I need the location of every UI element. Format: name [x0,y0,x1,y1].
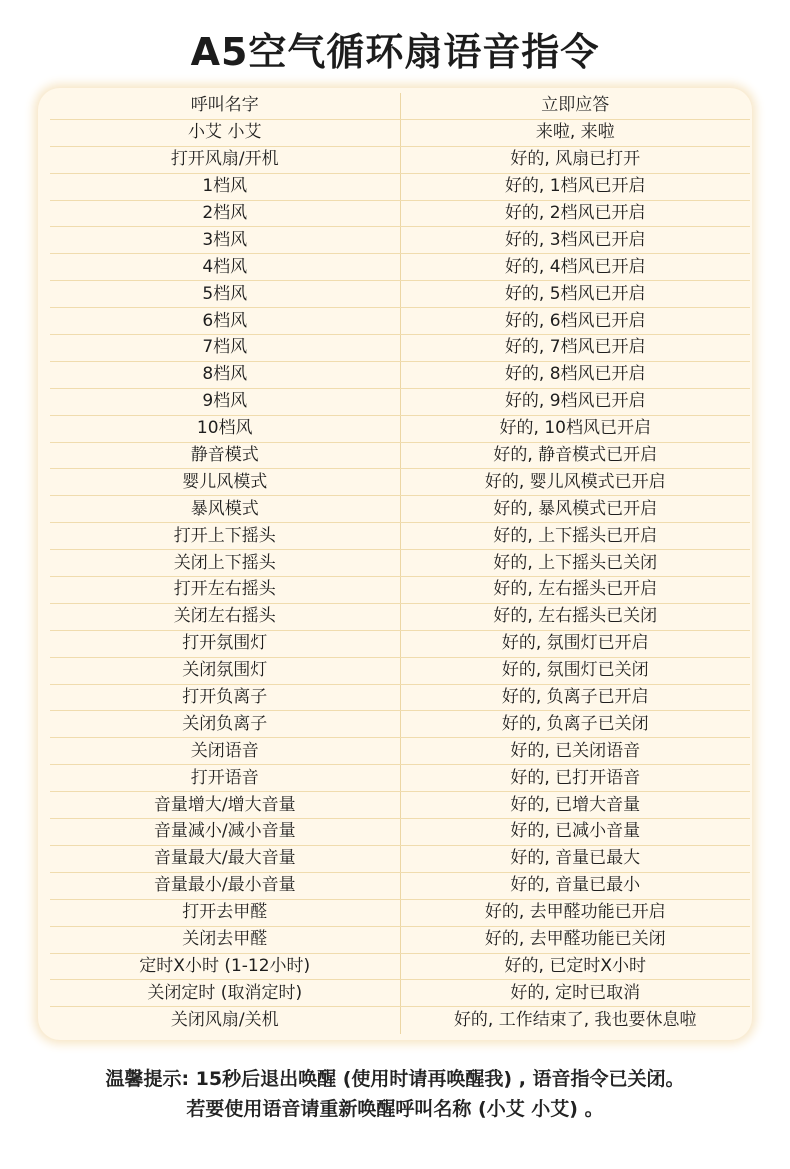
command-name-cell: 打开负离子 [50,685,401,711]
command-name-cell: 7档风 [50,335,401,361]
table-row [50,765,750,792]
command-reply-cell: 好的, 左右摇头已关闭 [493,606,658,627]
command-reply-cell: 好的, 婴儿风模式已开启 [484,471,666,492]
table-row [50,281,750,308]
table-row [50,469,750,496]
command-name-cell: 打开语音 [50,765,401,791]
command-name-cell: 打开上下摇头 [50,523,401,549]
command-name-cell: 5档风 [50,281,401,307]
command-reply-cell: 来啦, 来啦 [535,122,615,143]
table-row [50,416,750,443]
table-row [50,1007,750,1034]
command-name-cell: 小艾 小艾 [50,120,401,146]
table-row [50,443,750,470]
command-name-cell: 9档风 [50,389,401,415]
command-name-cell: 定时X小时 (1-12小时) [50,954,401,980]
command-name-cell: 打开去甲醛 [50,900,401,926]
table-row [50,335,750,362]
table-row [50,685,750,712]
command-name-cell: 10档风 [50,416,401,442]
command-reply-cell: 好的, 3档风已开启 [504,229,646,250]
command-reply-cell: 好的, 已增大音量 [510,794,641,815]
command-reply-cell: 好的, 4档风已开启 [504,256,646,277]
command-reply-cell: 好的, 上下摇头已开启 [493,525,658,546]
command-reply-cell: 好的, 音量已最小 [510,875,641,896]
table-row [50,523,750,550]
command-name-cell: 6档风 [50,308,401,334]
command-reply-cell: 好的, 7档风已开启 [504,337,646,358]
command-name-cell: 关闭上下摇头 [50,550,401,576]
command-reply-cell: 好的, 5档风已开启 [504,283,646,304]
table-row [50,711,750,738]
command-name-cell: 关闭左右摇头 [50,604,401,630]
table-row [50,120,750,147]
table-header-row [50,93,750,120]
command-reply-cell: 好的, 8档风已开启 [504,364,646,385]
command-name-cell: 音量增大/增大音量 [50,792,401,818]
command-reply-cell: 好的, 2档风已开启 [504,203,646,223]
command-name-cell: 8档风 [50,362,401,388]
command-reply-cell: 好的, 负离子已关闭 [501,713,649,734]
table-row [50,980,750,1007]
table-row [50,873,750,900]
command-reply-cell: 好的, 氛围灯已开启 [501,633,649,654]
command-reply-cell: 好的, 已定时X小时 [504,955,646,976]
page-title: A5空气循环扇语音指令 [190,30,600,74]
table-row [50,362,750,389]
table-row [50,550,750,577]
table-row [50,846,750,873]
command-name-cell: 3档风 [50,227,401,253]
table-row [50,819,750,846]
table-row [50,254,750,281]
table-row [50,227,750,254]
command-reply-cell: 好的, 负离子已开启 [501,687,649,708]
command-name-cell: 暴风模式 [50,496,401,522]
header-call-name: 呼叫名字 [50,93,401,119]
command-name-cell: 1档风 [50,174,401,200]
command-reply-cell: 好的, 静音模式已开启 [493,445,658,466]
command-name-cell: 打开风扇/开机 [50,147,401,173]
command-name-cell: 音量最小/最小音量 [50,873,401,899]
command-reply-cell: 好的, 定时已取消 [510,982,641,1003]
command-reply-cell: 好的, 工作结束了, 我也要休息啦 [453,1010,697,1031]
command-reply-cell: 好的, 10档风已开启 [499,418,651,439]
command-reply-cell: 好的, 上下摇头已关闭 [493,552,658,573]
command-name-cell: 关闭定时 (取消定时) [50,980,401,1006]
header-instant-reply: 立即应答 [541,95,610,116]
table-row [50,604,750,631]
command-reply-cell: 好的, 9档风已开启 [504,391,646,412]
command-name-cell: 2档风 [50,201,401,227]
command-reply-cell: 好的, 风扇已打开 [510,149,641,170]
command-reply-cell: 好的, 左右摇头已开启 [493,579,658,600]
command-reply-cell: 好的, 氛围灯已关闭 [501,660,649,681]
table-row [50,792,750,819]
command-name-cell: 打开氛围灯 [50,631,401,657]
command-reply-cell: 好的, 暴风模式已开启 [493,498,658,519]
command-name-cell: 关闭负离子 [50,711,401,737]
command-reply-cell: 好的, 去甲醛功能已关闭 [484,929,666,950]
table-row [50,308,750,335]
voice-command-table [50,93,750,1034]
table-row [50,389,750,416]
table-row [50,147,750,174]
command-reply-cell: 好的, 1档风已开启 [504,176,646,197]
command-name-cell: 音量最大/最大音量 [50,846,401,872]
command-name-cell: 打开左右摇头 [50,577,401,603]
table-row [50,900,750,927]
table-row [50,174,750,201]
command-name-cell: 关闭氛围灯 [50,658,401,684]
tip-line-2: 若要使用语音请重新唤醒呼叫名称 (小艾 小艾) 。 [186,1098,604,1120]
command-name-cell: 4档风 [50,254,401,280]
table-row [50,658,750,685]
command-reply-cell: 好的, 已减小音量 [510,821,641,842]
command-name-cell: 关闭去甲醛 [50,927,401,953]
table-row [50,201,750,228]
command-name-cell: 静音模式 [50,443,401,469]
table-row [50,631,750,658]
command-reply-cell: 好的, 已打开语音 [510,767,641,788]
tip-line-1: 温馨提示: 15秒后退出唤醒 (使用时请再唤醒我) , 语音指令已关闭。 [105,1068,685,1090]
command-name-cell: 关闭风扇/关机 [50,1007,401,1034]
command-reply-cell: 好的, 去甲醛功能已开启 [484,902,666,923]
table-row [50,738,750,765]
table-row [50,927,750,954]
table-row [50,954,750,981]
command-reply-cell: 好的, 音量已最大 [510,848,641,869]
table-row [50,496,750,523]
command-name-cell: 关闭语音 [50,738,401,764]
command-name-cell: 音量减小/减小音量 [50,819,401,845]
command-name-cell: 婴儿风模式 [50,469,401,495]
command-reply-cell: 好的, 6档风已开启 [504,310,646,331]
command-reply-cell: 好的, 已关闭语音 [510,740,641,761]
table-row [50,577,750,604]
